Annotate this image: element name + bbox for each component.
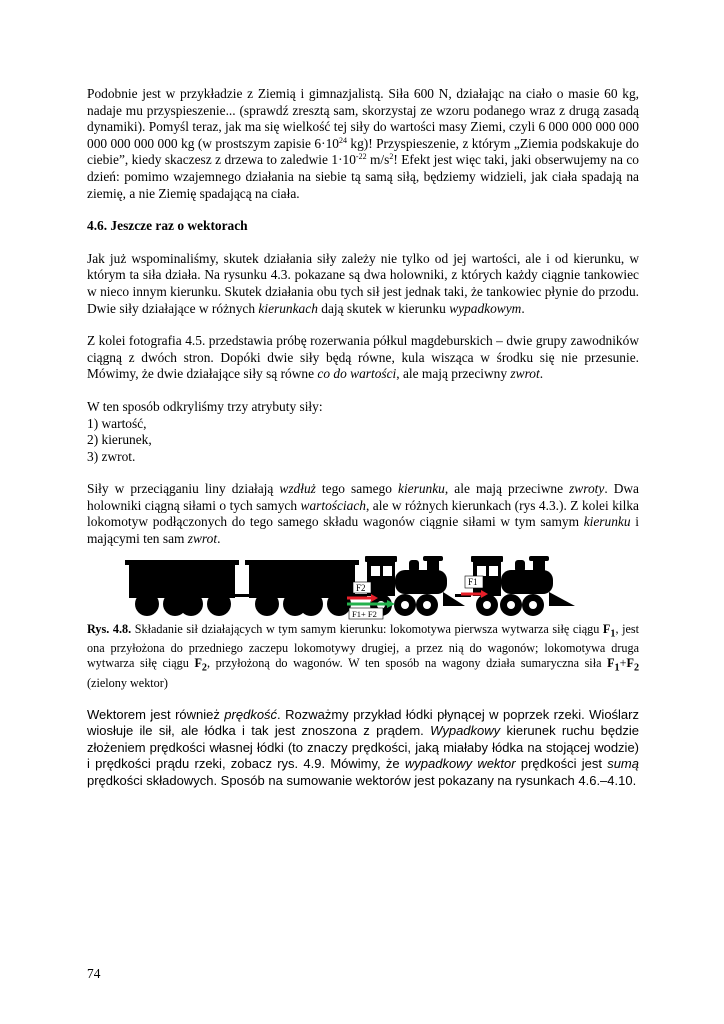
- caption-label: Rys. 4.8.: [87, 621, 132, 636]
- text: Składanie sił działających w tym samym kierunku: lokomotywa pierwsza wytwarza siłę ciągu: [131, 621, 603, 636]
- superscript: -22: [355, 152, 367, 162]
- section-heading: 4.6. Jeszcze raz o wektorach: [87, 218, 248, 234]
- label-sum: F1+ F2: [352, 608, 377, 619]
- paragraph-direction: [87, 251, 639, 317]
- text: Wektorem jest również: [87, 706, 225, 722]
- force-attributes-list: [87, 399, 639, 465]
- text: prędkości składowych. Sposób na sumowanie wektorów jest pokazany na rysunkach 4.6.–4.10.: [87, 772, 637, 788]
- emphasis: prędkość: [224, 706, 278, 722]
- text: , przyłożoną do wagonów. W ten sposób na wagony działa sumaryczna siła: [206, 656, 608, 671]
- paragraph-tug-of-war: [87, 481, 639, 547]
- text: .: [521, 300, 525, 316]
- subscript: 1: [610, 628, 616, 640]
- label-f2: F2: [356, 582, 366, 593]
- text: , ale mają przeciwny: [396, 366, 511, 382]
- text: Z kolei fotografia 4.5. przedstawia próbę rozerwania półkul magdeburskich – dwie grupy zawodników ciągną z dwóch stron. Dopóki dwie siły będą równe, kula wisząca w środku się nie przesunie. Mówimy, że dwie działające siły są równe: [87, 333, 639, 382]
- paragraph-velocity: [87, 707, 639, 790]
- text: +: [619, 656, 627, 671]
- symbol: F: [626, 656, 634, 671]
- locomotive-icon: [471, 556, 575, 616]
- text: m/s: [366, 152, 390, 168]
- superscript: 2: [389, 152, 394, 162]
- emphasis: Wypadkowy: [430, 723, 501, 739]
- paragraph-earth-acceleration: [87, 86, 639, 202]
- list-intro: W ten sposób odkryliśmy trzy atrybuty siły:: [87, 398, 323, 414]
- emphasis: zwrot: [510, 366, 540, 382]
- emphasis: kierunku: [583, 514, 631, 530]
- subscript: 1: [614, 662, 620, 674]
- emphasis: wartościach: [300, 497, 366, 513]
- text: prędkości jest: [515, 756, 608, 772]
- emphasis: wzdłuż: [279, 481, 316, 497]
- emphasis: zwrot: [187, 531, 218, 547]
- text: dają skutek w kierunku: [317, 300, 450, 316]
- emphasis: sumą: [607, 756, 639, 772]
- text: tego samego: [315, 481, 399, 497]
- locomotive-icon: [365, 556, 471, 616]
- text: . Rozważmy przykład łódki płynącej w poprzek rzeki. Wioślarz wiosłuje ile sił, ale łódka i tak jest znoszona z prądem.: [87, 706, 639, 739]
- list-item: 2) kierunek,: [87, 432, 152, 448]
- emphasis: kierunku: [398, 481, 445, 497]
- wagon-icon: [245, 560, 367, 616]
- text: , jest ona przyłożona do przedniego zaczepu lokomotywy drugiej, a przez nią do wagonów; lokomotywa druga wytwarza siłę ciągu: [87, 621, 639, 671]
- emphasis: wypadkowy wektor: [404, 756, 516, 772]
- page-content: [87, 86, 639, 790]
- figure-locomotives: [87, 554, 639, 620]
- text: Podobnie jest w przykładzie z Ziemią i gimnazjalistą. Siła 600 N, działając na ciało o masie 60 kg, nadaje mu przyspieszenie... (sprawdź zresztą sam, skorzystaj ze wzoru podanego wraz z drugą zasadą dynamiki). Pomyśl teraz, jak ma się wielkość tej siły do wartości masy Ziemi, czyli 6 000 000 000 000 000 000 000 000 kg (w prostszym zapisie 6·10: [87, 86, 639, 151]
- text: .: [539, 366, 544, 382]
- text: kg)! Przyspieszenie, z którym „Ziemia podskakuje do ciebie”, kiedy skaczesz z drzewa to zaledwie 1·10: [87, 135, 639, 168]
- train-illustration: [125, 554, 601, 620]
- emphasis: kierunkach: [258, 300, 318, 316]
- text: , ale mają przeciwne: [444, 481, 570, 497]
- list-item: 3) zwrot.: [87, 448, 136, 464]
- symbol: F: [194, 656, 202, 671]
- text: Jak już wspominaliśmy, skutek działania siły zależy nie tylko od jej wartości, ale i od kierunku, w którym ta siła działa. Na rysunku 4.3. pokazane są dwa holowniki, z których każdy ciągnie tankowiec w nieco innym kierunku. Skutek działania obu tych sił jest jednak taki, że tankowiec płynie do przodu. Dwie siły działające w różnych: [87, 250, 639, 316]
- label-f1: F1: [468, 576, 478, 587]
- text: (zielony wektor): [87, 675, 168, 690]
- wagon-icon: [125, 560, 249, 616]
- text: i mającymi ten sam: [87, 514, 639, 547]
- text: , ale w różnych kierunkach (rys 4.3.). Z kolei kilka lokomotyw podłączonych do tego samego składu wagonów ciągnie siłami w tym samym: [87, 497, 639, 530]
- superscript: 24: [338, 135, 347, 145]
- paragraph-magdeburg: [87, 333, 639, 383]
- subscript: 2: [633, 662, 640, 674]
- symbol: F: [602, 621, 611, 636]
- page-number: 74: [87, 966, 101, 981]
- text: kierunek ruchu będzie złożeniem prędkości własnej łódki (to znaczy prędkości, jaką miałaby łódka na stojącej wodzie) i prędkości prądu rzeki, zobacz rys. 4.9. Mówimy, że: [87, 723, 639, 772]
- text: ! Efekt jest więc taki, jaki obserwujemy na co dzień: pomimo wzajemnego działania na siebie tą samą siłą, będziemy widzieli, jak ciała spadają na ziemię, a nie Ziemię spadającą na ciała.: [87, 152, 639, 201]
- text: .: [217, 531, 221, 547]
- figure-caption: [87, 622, 639, 691]
- emphasis: zwroty: [569, 481, 605, 497]
- list-item: 1) wartość,: [87, 415, 147, 431]
- emphasis: co do wartości: [317, 366, 397, 382]
- text: Siły w przeciąganiu liny działają: [87, 481, 280, 497]
- subscript: 2: [201, 662, 207, 674]
- text: . Dwa holowniki ciągną siłami o tych samych: [87, 481, 639, 513]
- symbol: F: [607, 656, 615, 671]
- emphasis: wypadkowym: [449, 300, 522, 316]
